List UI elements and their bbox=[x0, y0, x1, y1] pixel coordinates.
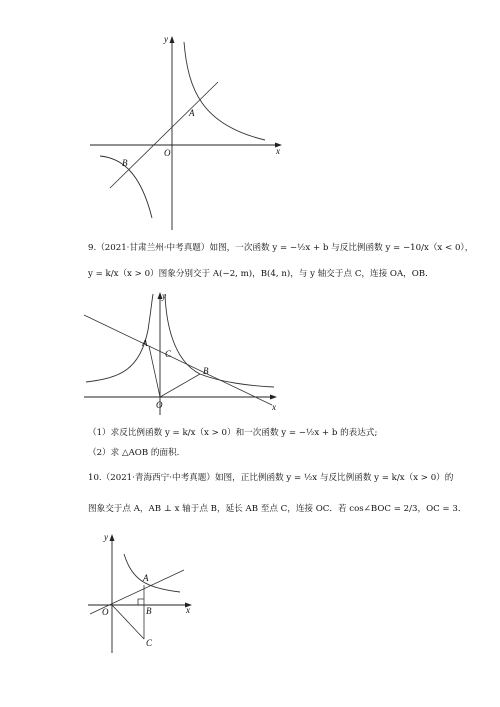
right-angle-mark-icon bbox=[138, 599, 144, 605]
x-axis-arrow-icon bbox=[270, 395, 277, 400]
segment-oc bbox=[112, 605, 144, 639]
y-axis-arrow-icon bbox=[170, 36, 175, 43]
hyperbola-branch-right bbox=[184, 42, 265, 140]
figure-1-graph bbox=[80, 30, 290, 235]
origin-label: O bbox=[156, 400, 163, 410]
x-axis-label: x bbox=[276, 146, 280, 156]
y-axis-label: y bbox=[162, 291, 166, 301]
segment-oa bbox=[149, 346, 160, 397]
point-a-label: A bbox=[189, 108, 195, 118]
figure-3-graph bbox=[80, 528, 210, 658]
question-9-line-1: 9.（2021·甘肃兰州·中考真题）如图，一次函数 y = −½x + b 与反比例函数 y = −10/x（x < 0）， bbox=[88, 243, 474, 253]
origin-label: O bbox=[102, 607, 109, 617]
point-a-label: A bbox=[143, 573, 149, 583]
hyperbola-branch bbox=[124, 554, 180, 592]
point-b-label: B bbox=[203, 366, 209, 376]
question-9-part-2: （2）求 △AOB 的面积. bbox=[88, 448, 180, 458]
point-c-label: C bbox=[146, 638, 153, 648]
point-a-label: A bbox=[142, 338, 148, 348]
question-10-line-1: 10.（2021·青海西宁·中考真题）如图，正比例函数 y = ½x 与反比例函数 y = k/x（x > 0）的 bbox=[88, 473, 454, 483]
segment-ob bbox=[160, 374, 200, 397]
linear-function-line bbox=[110, 82, 218, 188]
question-9-part-1: （1）求反比例函数 y = k/x（x > 0）和一次函数 y = −½x + b 的表达式; bbox=[88, 428, 378, 438]
x-axis-label: x bbox=[186, 605, 190, 615]
origin-label: O bbox=[164, 148, 171, 158]
y-axis-label: y bbox=[164, 34, 168, 44]
y-axis-arrow-icon bbox=[110, 534, 115, 541]
linear-function-line bbox=[84, 315, 272, 405]
point-b-label: B bbox=[146, 606, 152, 616]
y-axis-label: y bbox=[104, 532, 108, 542]
question-9-line-2: y = k/x（x > 0）图象分别交于 A(−2, m)，B(4, n)，与 y 轴交于点 C，连接 OA，OB． bbox=[88, 269, 434, 279]
figure-2-graph bbox=[80, 290, 280, 418]
point-b-label: B bbox=[122, 158, 128, 168]
point-c-label: C bbox=[165, 349, 172, 359]
x-axis-label: x bbox=[272, 402, 276, 412]
hyperbola-right-branch bbox=[165, 294, 274, 387]
question-10-line-2: 图象交于点 A，AB ⊥ x 轴于点 B，延长 AB 至点 C，连接 OC．若 cos∠BOC = 2/3，OC = 3． bbox=[88, 504, 467, 514]
